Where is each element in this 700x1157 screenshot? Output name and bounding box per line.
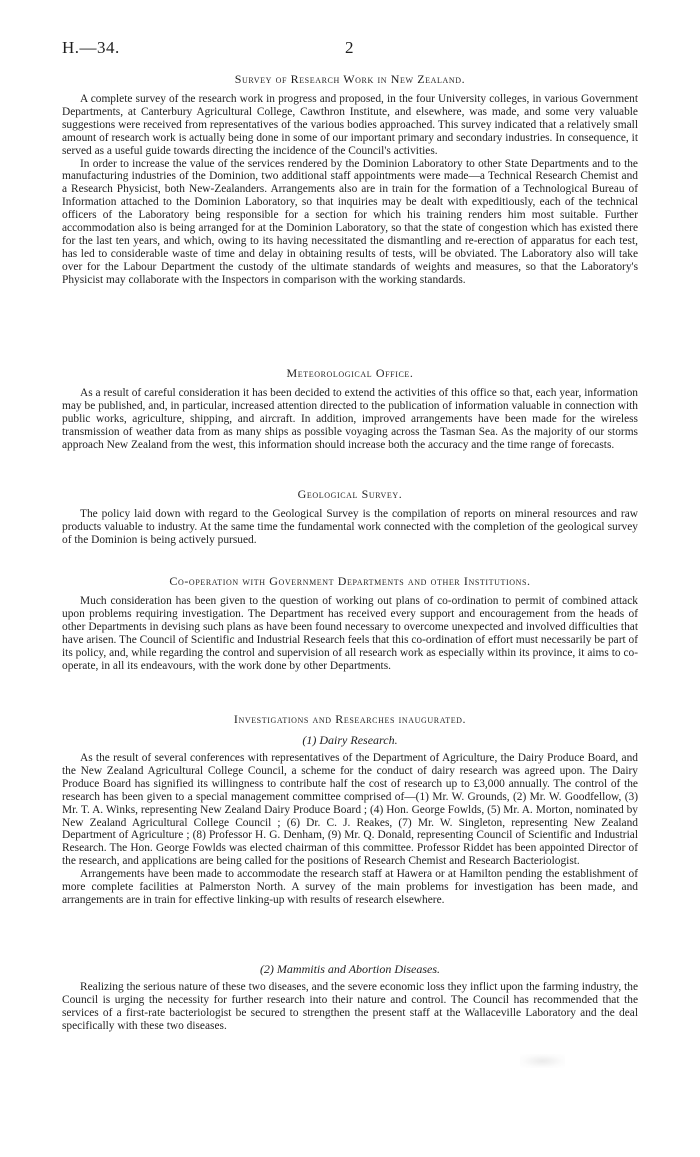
page-number: 2 <box>345 38 354 57</box>
section-investigations <box>62 712 638 907</box>
section-meteorological <box>62 366 638 452</box>
report-reference: H.—34. <box>62 38 120 57</box>
paragraph: As a result of careful consideration it has been decided to extend the activities of this office so that, each year, information may be published, and, in particular, increased attention directed to the publication of information valuable in connection with public works, agriculture, shipping, and aircraft. In addition, improved arrangements have been made for the wireless transmission of weather data from as many ships as possible voyaging across the Tasman Sea. As the majority of our storms approach New Zealand from the west, this information should increase both the accuracy and the time range of forecasts. <box>62 387 638 451</box>
section-survey <box>62 72 638 287</box>
section-heading: Geological Survey. <box>297 487 403 501</box>
paragraph: As the result of several conferences with representatives of the Department of Agriculture, the Dairy Produce Board, and the New Zealand Agricultural College Council, a scheme for the conduct of dairy research was agreed upon. The Dairy Produce Board has signified its willingness to contribute half the cost of research up to £3,000 annually. The control of the research has been given to a special management committee comprised of—(1) Mr. W. Grounds, (2) Mr. W. Goodfellow, (3) Mr. T. A. Winks, representing New Zealand Dairy Produce Board ; (4) Hon. George Fowlds, (5) Mr. A. Morton, nominated by New Zealand Agricultural College Council ; (6) Dr. C. J. Reakes, (7) Mr. W. Singleton, representing New Zealand Department of Agriculture ; (8) Professor H. G. Denham, (9) Mr. Q. Donald, representing Council of Scientific and Industrial Research. The Hon. George Fowlds was elected chairman of this committee. Professor Riddet has been appointed Director of the research, and applications are being called for the positions of Research Chemist and Research Bacteriologist. <box>62 752 638 868</box>
section-heading: Meteorological Office. <box>286 366 414 380</box>
subsection-heading <box>62 962 638 977</box>
section-mammitis <box>62 960 638 1033</box>
paragraph: Realizing the serious nature of these two diseases, and the severe economic loss they inflict upon the farming industry, the Council is urging the necessity for further research into their nature and control. The Council has recommended that the services of a first-rate bacteriologist be secured to strengthen the present staff at the Wallaceville Laboratory and the deal specifically with these two diseases. <box>62 981 638 1032</box>
section-cooperation <box>62 574 638 672</box>
paragraph: The policy laid down with regard to the Geological Survey is the compilation of reports on mineral resources and raw products valuable to industry. At the same time the fundamental work connected with the completion of the geological survey of the Dominion is being actively pursued. <box>62 508 638 546</box>
paragraph: A complete survey of the research work in progress and proposed, in the four University colleges, in various Government Departments, at Canterbury Agricultural College, Cawthron Institute, and elsewhere, was made, and some very valuable suggestions were received from representatives of the various bodies approached. This survey indicated that a relatively small amount of research work is actually being done in some of our important primary and secondary industries. In consequence, it served as a useful guide towards directing the incidence of the Council's activities. <box>62 93 638 157</box>
subsection-title: (1) Dairy Research. <box>302 733 398 747</box>
section-heading: Investigations and Researches inaugurated. <box>233 712 467 726</box>
subsection-heading <box>62 733 638 748</box>
paragraph: In order to increase the value of the services rendered by the Dominion Laboratory to other State Departments and to the manufacturing industries of the Dominion, two additional staff appointments were made—a Technical Research Chemist and a Research Physicist, both New-Zealanders. Arrangements also are in train for the formation of a Technological Bureau of Information attached to the Dominion Laboratory, so that inquiries may be dealt with expeditiously, each of the technical officers of the Laboratory being responsible for a section for which his training renders him most suitable. Further accommodation also is being arranged for at the Dominion Laboratory, so that the state of congestion which has existed there for the last ten years, and which, owing to its having necessitated the dismantling and re-erection of apparatus for each test, has led to considerable waste of time and delay in obtaining results of tests, will be obviated. The Laboratory also will take over for the Labour Department the custody of the ultimate standards of weights and measures, so that the Laboratory's Physicist may collaborate with the Inspectors in comparison with the working standards. <box>62 157 638 286</box>
paragraph: Much consideration has been given to the question of working out plans of co-ordination to permit of combined attack upon problems requiring investigation. The Department has received every support and encouragement from the heads of other Departments in devising such plans as have been found necessary to overcome unexpected and involved difficulties that have arisen. The Council of Scientific and Industrial Research feels that this co-ordination of effort must necessarily be part of its policy, and, while regarding the control and supervision of all research work as especially within its province, it aims to co-operate, in all its endeavours, with the work done by other Departments. <box>62 595 638 672</box>
scan-smudge <box>520 1054 565 1068</box>
section-geological <box>62 487 638 547</box>
subsection-title: (2) Mammitis and Abortion Diseases. <box>259 962 441 976</box>
section-heading: Survey of Research Work in New Zealand. <box>234 72 466 86</box>
paragraph: Arrangements have been made to accommodate the research staff at Hawera or at Hamilton pending the establishment of more complete facilities at Palmerston North. A survey of the main problems for investigation has been made, and arrangements are in train for effective linking-up with results of research elsewhere. <box>62 868 638 906</box>
section-heading: Co-operation with Government Departments and other Institutions. <box>169 574 531 588</box>
